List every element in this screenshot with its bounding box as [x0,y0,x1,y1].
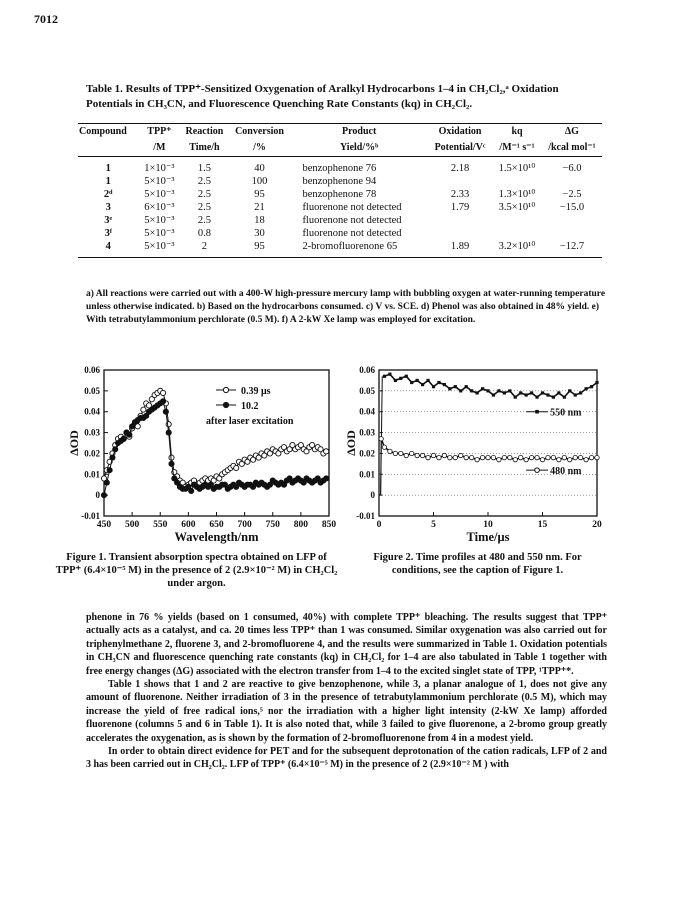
table-cell [542,175,602,188]
data-point [486,389,489,392]
data-point [160,399,165,404]
data-point [383,375,386,378]
table-row [78,157,602,176]
table-cell [428,175,492,188]
data-point [110,455,115,460]
data-point [530,391,533,394]
table-row [78,214,602,227]
data-point [426,455,430,459]
table-cell [492,175,542,188]
column-header-unit: /kcal mol⁻¹ [542,140,602,157]
y-axis-label: ΔOD [345,430,358,456]
table-cell: 5×10⁻³ [139,240,181,258]
data-point [169,461,174,466]
x-tick-label: 750 [265,520,280,530]
data-point [464,455,468,459]
data-point [426,379,429,382]
data-point [189,488,194,493]
data-point [584,457,588,461]
data-point [442,453,446,457]
table-header-row-2 [78,140,602,157]
series-line-550nm [384,374,597,397]
data-point [563,396,566,399]
column-header-unit: Time/h [180,140,228,157]
x-tick-label: 850 [321,520,337,530]
body-paragraph: Table 1 shows that 1 and 2 are reactive to give benzophenone, while 3, a planar analogue of 1, does not give any amount of fluorenone. Neither irradiation of 3 in the presence of tetrabutylammonium perchlorate (0.5 M), which may increase the yield of free radical ions,⁵ nor the irradiation with a higher light intensity (2-kW Xe lamp) afforded fluorenone (columns 5 and 6 in Table 1). It is also noted that, while 3 failed to give fluorenone, a 2-bromo group greatly accelerates the oxygenation, as is shown by the formation of 2-bromofluorenone from 4 in a modest yield. [86,679,607,744]
y-tick-label: 0.04 [84,406,100,417]
data-point [404,453,408,457]
table-cell: 1×10⁻³ [144,163,175,174]
data-point [410,451,414,455]
table-cell [492,227,542,240]
data-point [551,455,555,459]
data-point [568,457,572,461]
table-cell: 30 [254,228,265,239]
data-point [519,455,523,459]
x-tick-label: 5 [431,520,436,530]
data-point [448,455,452,459]
data-point [486,455,490,459]
table-cell: 4 [78,240,139,258]
data-point [465,385,468,388]
data-point [416,379,419,382]
figure-2-caption: Figure 2. Time profiles at 480 and 550 nm. For conditions, see the caption of Figure 1. [373,552,582,576]
data-point [502,455,506,459]
x-tick-label: 10 [483,520,493,530]
data-point [410,381,413,384]
figure-1-chart [66,360,338,550]
data-point [454,385,457,388]
data-point [101,493,106,498]
data-point [541,391,544,394]
data-point [568,389,571,392]
y-tick-label: 0.02 [84,448,100,459]
data-point [432,385,435,388]
table-cell: −15.0 [559,202,585,213]
table-cell: 95 [254,189,265,200]
column-header-unit [78,140,139,157]
y-tick-label: -0.01 [356,511,375,521]
table-cell: 1.5 [197,163,211,174]
data-point [508,389,511,392]
table-cell: 3.5×10¹⁰ [498,202,536,213]
data-point [595,455,599,459]
table-cell [428,227,492,240]
results-table [78,123,602,258]
table-cell: benzophenone 78 [302,189,377,200]
table-cell: 1 [105,163,111,174]
data-point [573,455,577,459]
figure-2 [345,360,607,550]
data-point [595,381,598,384]
x-tick-label: 0 [376,520,382,530]
data-point [475,457,479,461]
table-cell: 5×10⁻³ [144,228,175,239]
data-point [535,396,538,399]
data-point [529,455,533,459]
data-point [470,389,473,392]
data-point [234,465,239,470]
data-point [546,393,549,396]
x-tick-label: 450 [96,520,112,530]
column-header: Compound [78,124,139,141]
y-tick-label: 0.03 [359,427,375,438]
x-tick-label: 20 [592,520,602,530]
table-cell: 1 [105,176,111,187]
y-tick-label: 0.05 [84,385,100,396]
table-cell: 100 [251,176,268,187]
data-point [491,455,495,459]
y-tick-label: 0.01 [84,469,100,480]
column-header: kq [492,124,542,141]
data-point [127,432,132,437]
table-cell: 95 [229,240,291,258]
data-point [574,393,577,396]
table-caption: Table 1. Results of TPP⁺-Sensitized Oxygenation of Aralkyl Hydrocarbons 1–4 in CH₂Cl₂,ᵃ Oxidation Potentials in CH₃CN, and Fluorescence Quenching Rate Constants (kq) in CH₂Cl₂. [86,83,559,110]
legend-note: after laser excitation [206,416,294,427]
table-cell: 1.5×10¹⁰ [498,163,536,174]
column-header: TPP⁺ [139,124,181,141]
table-cell: 5×10⁻³ [144,189,175,200]
column-header-unit: Yield/%ᵇ [290,140,427,157]
table-cell [492,214,542,227]
data-point [540,457,544,461]
data-point [524,457,528,461]
table-cell: 1.79 [450,202,470,213]
data-point [459,389,462,392]
body-paragraph: phenone in 76 % yields (based on 1 consumed, 40%) with complete TPP⁺ bleaching. The results suggest that TPP⁺ actually acts as a catalyst, and ca. 20 times less TPP⁺ than 1 was consumed. Similar oxygenation was also carried out for triphenylmethane 2, fluorene 3, and 2-bromofluorene 4, and the results were summarized in Table 1. Oxidation potentials in CH₃CN and fluorescence quenching rate constants (kq) in CH₂Cl₂ for 1–4 are also tabulated in Table 1 together with free energy changes (ΔG) associated with the electron transfer from 1–4 to the excited singlet state of TPP, ¹TPP⁺*. [86,612,607,677]
legend-label: 10.2 [241,401,259,412]
data-point [399,377,402,380]
column-header: ΔG [542,124,602,141]
data-point [459,453,463,457]
table-cell: 40 [254,163,265,174]
data-point [324,476,329,481]
label-marker-480 [535,468,540,473]
data-point [492,393,495,396]
table-cell: −12.7 [542,240,602,258]
data-point [590,385,593,388]
table-row [78,188,602,201]
x-tick-label: 550 [153,520,168,530]
data-point [497,389,500,392]
data-point [525,393,528,396]
table-cell: 2 [180,240,228,258]
table-cell: 5×10⁻³ [144,215,175,226]
data-point [480,455,484,459]
figure-1 [66,360,338,550]
column-header-unit: /% [229,140,291,157]
data-point [589,455,593,459]
column-header: Oxidation [428,124,492,141]
table-cell: 2.5 [197,189,211,200]
data-point [399,451,403,455]
table-cell: fluorenone not detected [302,228,402,239]
table-cell: 2ᵈ [103,189,113,200]
y-axis-label: ΔOD [67,430,81,456]
data-point [557,391,560,394]
body-text [86,611,607,772]
data-point [405,375,408,378]
table-cell: 21 [254,202,265,213]
table-cell: benzophenone 94 [302,176,377,187]
table-cell: 1.89 [428,240,492,258]
data-point [546,455,550,459]
figure-2-chart [345,360,607,550]
data-point [107,468,112,473]
data-point [508,455,512,459]
table-header-row-1 [78,124,602,141]
rise-line-550 [381,376,383,494]
column-header-unit: /M⁻¹ s⁻¹ [492,140,542,157]
data-point [394,379,397,382]
table-cell [542,227,602,240]
data-point [160,390,165,395]
data-point [113,447,118,452]
y-tick-label: 0.06 [84,365,100,375]
table-cell: 2.5 [197,202,211,213]
table-cell: 1.3×10¹⁰ [498,189,536,200]
data-point [557,457,561,461]
y-tick-label: 0 [370,490,375,501]
y-tick-label: 0.06 [359,365,375,375]
data-point [388,449,392,453]
table-footnotes: a) All reactions were carried out with a 400-W high-pressure mercury lamp with bubbling oxygen at water-running temperature unless otherwise indicated. b) Based on the hydrocarbons consumed. c) V vs. SCE. d) Phenol was also obtained in 48% yield. e) With tetrabutylammonium perchlorate (0.5 M). f) A 2-kW Xe lamp was employed for excitation. [86,289,606,325]
table-cell: 18 [254,215,265,226]
table-cell: 3.2×10¹⁰ [492,240,542,258]
data-point [513,457,517,461]
series-label-550: 550 nm [550,407,582,419]
table-cell: fluorenone not detected [302,202,402,213]
x-axis-label: Time/μs [466,530,510,544]
y-tick-label: 0 [95,490,100,501]
data-point [379,437,383,441]
table-cell: 5×10⁻³ [144,176,175,187]
y-tick-label: 0.05 [359,385,375,396]
data-point [503,391,506,394]
data-point [382,445,386,449]
data-point [579,391,582,394]
data-point [431,453,435,457]
table-cell: 6×10⁻³ [144,202,175,213]
column-header: Reaction [180,124,228,141]
data-point [453,455,457,459]
table-cell: 0.8 [197,228,211,239]
table-cell: 3ᶠ [104,228,112,239]
column-header: Conversion [229,124,291,141]
page-number: 7012 [34,12,58,26]
legend-marker-open [223,387,228,392]
series-line-0-39us [104,391,326,487]
series-label-480: 480 nm [550,466,582,478]
legend-label: 0.39 μs [241,386,271,397]
data-point [448,387,451,390]
data-point [443,383,446,386]
data-point [535,455,539,459]
data-point [393,451,397,455]
table-cell: fluorenone not detected [302,215,402,226]
data-point [141,407,146,412]
table-row [78,240,602,258]
data-point [166,430,171,435]
y-tick-label: 0.04 [359,406,375,417]
x-tick-label: 700 [237,520,252,530]
data-point [104,480,109,485]
x-tick-label: 15 [537,520,548,530]
data-point [552,396,555,399]
data-point [421,383,424,386]
table-cell: 3 [105,202,111,213]
column-header-unit: /M [139,140,181,157]
data-point [476,391,479,394]
x-tick-label: 650 [209,520,224,530]
y-tick-label: 0.01 [359,469,375,480]
x-axis-label: Wavelength/nm [174,530,259,544]
x-tick-label: 800 [293,520,308,530]
data-point [121,436,126,441]
table-cell: benzophenone 76 [302,163,377,174]
data-point [324,449,329,454]
y-tick-label: 0.03 [84,427,100,438]
data-point [514,396,517,399]
column-header-unit: Potential/Vᶜ [428,140,492,157]
x-tick-label: 500 [125,520,140,530]
y-tick-label: -0.01 [81,511,100,521]
table-cell: 3ᵉ [104,215,113,226]
data-point [420,453,424,457]
data-point [415,453,419,457]
y-tick-label: 0.02 [359,448,375,459]
plot-frame [104,370,329,516]
data-point [388,373,391,376]
body-paragraph: In order to obtain direct evidence for PET and for the subsequent deprotonation of the cation radicals, LFP of 2 and 3 has been carried out in CH₂Cl₂. LFP of TPP⁺ (6.4×10⁻⁵ M) in the presence of 2 (2.9×10⁻² M ) with [86,746,607,771]
label-marker-550 [535,410,539,414]
data-point [469,455,473,459]
data-point [585,387,588,390]
data-point [562,455,566,459]
table-row [78,175,602,188]
data-point [437,455,441,459]
table-cell: 2.5 [197,176,211,187]
data-point [437,381,440,384]
table-cell: 2-bromofluorenone 65 [290,240,427,258]
table-cell [428,214,492,227]
data-point [163,409,168,414]
table-cell [542,214,602,227]
data-point [578,455,582,459]
column-header: Product [290,124,427,141]
table-cell: −6.0 [562,163,582,174]
table-cell: 2.5 [197,215,211,226]
data-point [497,457,501,461]
table-row [78,227,602,240]
data-point [481,387,484,390]
table-cell: 2.18 [450,163,470,174]
table-cell: 2.33 [450,189,470,200]
figure-1-caption: Figure 1. Transient absorption spectra obtained on LFP of TPP⁺ (6.4×10⁻⁵ M) in the presence of 2 (2.9×10⁻² M) in CH₂Cl₂ under argon. [55,552,338,589]
table-cell: −2.5 [562,189,582,200]
legend-marker-filled [223,402,228,407]
table-row [78,201,602,214]
x-tick-label: 600 [181,520,196,530]
data-point [519,391,522,394]
